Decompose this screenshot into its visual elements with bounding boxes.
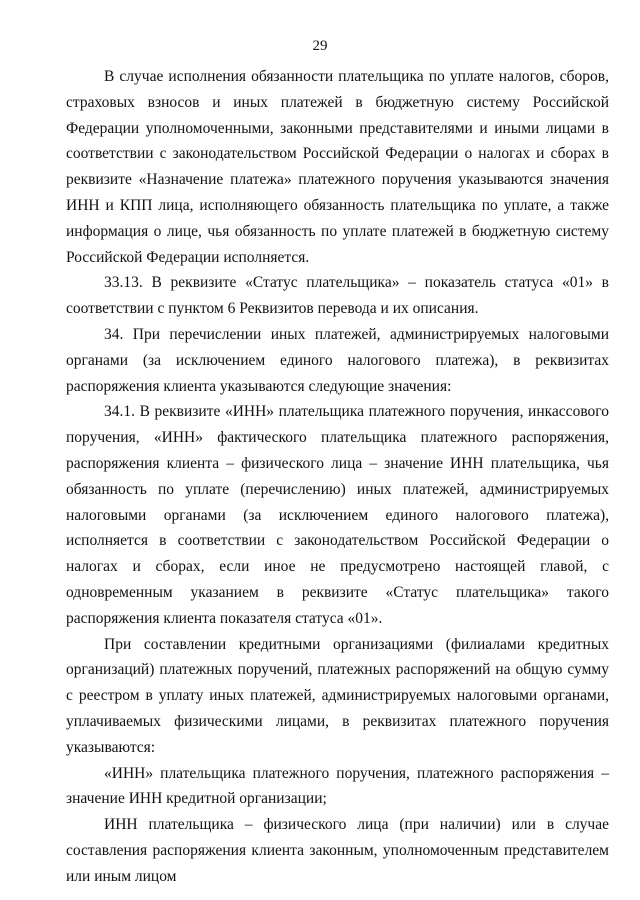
paragraph: «ИНН» плательщика платежного поручения, платежного распоряжения – значение ИНН кредитной организации;	[66, 764, 609, 808]
paragraph: 34.1. В реквизите «ИНН» плательщика платежного поручения, инкассового поручения, «ИНН» фактического плательщика платежного распоряжения, распоряжения клиента – физического лица – значение ИНН плательщика, чья обязанность по уплате (перечислению) иных платежей, администрируемых налоговыми органами (за исключением единого налогового платежа), исполняется в соответствии с законодательством Российской Федерации о налогах и сборах, если иное не предусмотрено настоящей главой, с одновременным указанием в реквизите «Статус плательщика» такого распоряжения клиента показателя статуса «01».	[66, 403, 609, 627]
document-body	[66, 64, 609, 890]
paragraph: В случае исполнения обязанности плательщика по уплате налогов, сборов, страховых взносов и иных платежей в бюджетную систему Российской Федерации уполномоченными, законными представителями и иными лицами в соответствии с законодательством Российской Федерации о налогах и сборах в реквизите «Назначение платежа» платежного поручения указываются значения ИНН и КПП лица, исполняющего обязанность плательщика по уплате, а также информация о лице, чья обязанность по уплате платежей в бюджетную систему Российской Федерации исполняется.	[66, 68, 609, 266]
paragraph: 33.13. В реквизите «Статус плательщика» – показатель статуса «01» в соответствии с пунктом 6 Реквизитов перевода и их описания.	[66, 274, 609, 318]
paragraph: ИНН плательщика – физического лица (при наличии) или в случае составления распоряжения клиента законным, уполномоченным представителем или иным лицом	[66, 816, 609, 885]
paragraph: При составлении кредитными организациями (филиалами кредитных организаций) платежных поручений, платежных распоряжений на общую сумму с реестром в уплату иных платежей, администрируемых налоговыми органами, уплачиваемых физическими лицами, в реквизитах платежного поручения указываются:	[66, 635, 609, 756]
paragraph: 34. При перечислении иных платежей, администрируемых налоговыми органами (за исключением единого налогового платежа), в реквизитах распоряжения клиента указываются следующие значения:	[66, 325, 609, 395]
page-number: 29	[312, 38, 328, 54]
